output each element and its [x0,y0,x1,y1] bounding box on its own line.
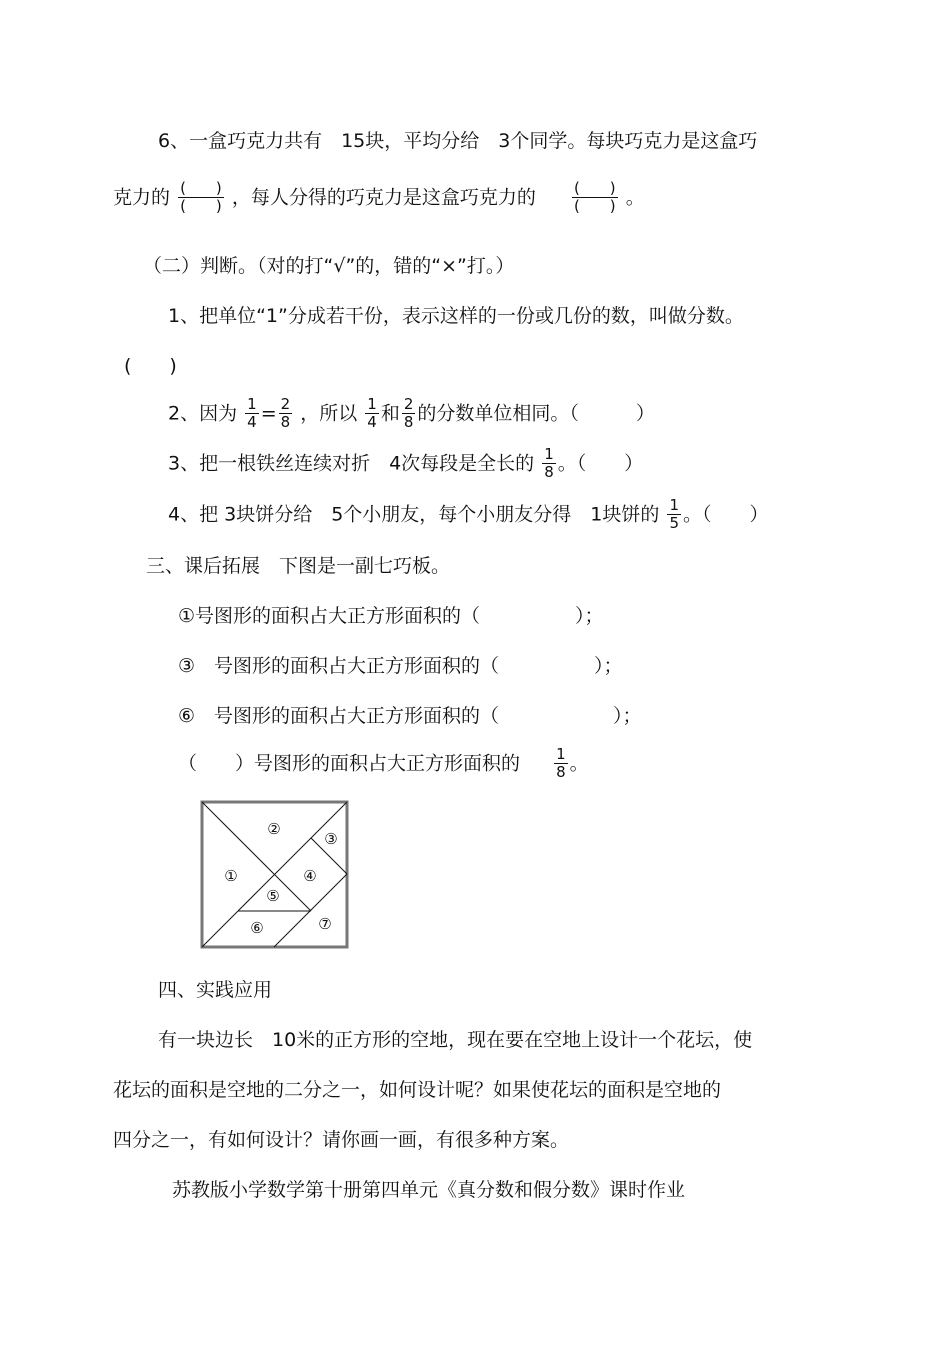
tangram-label-6: ⑥ [250,919,264,937]
q6-line2 [113,180,645,216]
judge-q2-text-d: 的分数单位相同。（ ） [417,402,655,425]
denominator: 8 [556,763,566,782]
fraction-1-4 [365,396,379,432]
numerator: 2 [280,395,291,413]
fraction-2-8 [402,396,416,432]
denominator: 4 [247,413,257,432]
next-worksheet-title: 苏教版小学数学第十册第四单元《真分数和假分数》课时作业 [172,1179,686,1201]
practice-line1: 有一块边长 10米的正方形的空地，现在要在空地上设计一个花坛，使 [158,1029,753,1051]
practice-line3: 四分之一，有如何设计？请你画一画，有很多种方案。 [113,1129,570,1151]
judge-q4-text-b: 。（ ） [683,503,769,526]
judge-q3-text-b: 。（ ） [557,452,644,475]
fraction-1-4 [245,396,259,432]
numerator: 1 [367,395,377,413]
ext-line4-text-a: （ ）号图形的面积占大正方形面积的 [178,752,521,775]
numerator: 1 [247,395,257,413]
equals-sign: = [260,402,277,425]
denominator: 8 [544,463,554,482]
fraction-1-8 [554,746,568,782]
denominator: 4 [367,413,377,432]
q6-text-b: ，每人分得的巧克力是这盒巧克力的 [231,186,536,209]
q6-blank-fraction-2[interactable] [572,180,618,216]
ext-line3: ⑥ 号图形的面积占大正方形面积的（ ）； [178,705,642,727]
judge-q4-text-a: 4、把 3块饼分给 5个小朋友，每个小朋友分得 1块饼的 [168,503,660,526]
tangram-label-7: ⑦ [318,915,332,933]
fraction-2-8 [279,396,293,432]
numerator: 2 [403,395,414,413]
tangram-label-4: ④ [303,867,317,885]
tangram-figure [200,800,352,952]
q6-text-a: 克力的 [113,186,171,209]
ext-line4 [178,746,589,782]
numerator: 1 [669,496,679,514]
fraction-1-5 [667,497,681,533]
practice-title: 四、实践应用 [158,979,273,1001]
denominator: 8 [403,413,414,432]
practice-line2: 花坛的面积是空地的二分之一，如何设计呢？如果使花坛的面积是空地的 [113,1079,722,1101]
tangram-label-2: ② [267,820,281,838]
judge-q2-text-c: 和 [380,402,400,425]
fraction-1-8 [542,446,556,482]
numerator: 1 [556,745,566,763]
judge-q2-text-b: ，所以 [300,402,358,425]
denominator: 5 [669,514,679,533]
ext-line4-text-b: 。 [569,752,589,775]
tangram-label-1: ① [224,867,238,885]
numerator: 1 [544,445,554,463]
judge-q3-text-a: 3、把一根铁丝连续对折 4次每段是全长的 [168,452,535,475]
ext-line2: ③ 号图形的面积占大正方形面积的（ ）； [178,655,623,677]
q6-blank-fraction-1[interactable] [178,180,224,216]
judge-q2 [168,396,655,432]
tangram-label-3: ③ [324,830,338,848]
judge-q3 [168,446,643,482]
judge-q4 [168,497,769,533]
blank-denominator: ( ) [180,197,222,216]
blank-numerator: ( ) [573,179,616,197]
denominator: 8 [280,413,291,432]
q6-text-c: 。 [625,186,645,209]
ext-line1: ①号图形的面积占大正方形面积的（ ）； [178,605,604,627]
q6-line1: 6、一盒巧克力共有 15块，平均分给 3个同学。每块巧克力是这盒巧 [158,130,758,152]
judge-q1-answer[interactable]: ( ) [124,355,177,377]
judge-q1: 1、把单位“1”分成若干份，表示这样的一份或几份的数，叫做分数。 [168,305,744,327]
ext-title: 三、课后拓展 下图是一副七巧板。 [146,555,451,577]
tangram-label-5: ⑤ [266,887,280,905]
blank-numerator: ( ) [180,179,222,197]
judge-q2-text-a: 2、因为 [168,402,238,425]
judge-title: （二）判断。（对的打“√”的，错的“×”打。） [143,255,515,277]
blank-denominator: ( ) [573,197,616,216]
